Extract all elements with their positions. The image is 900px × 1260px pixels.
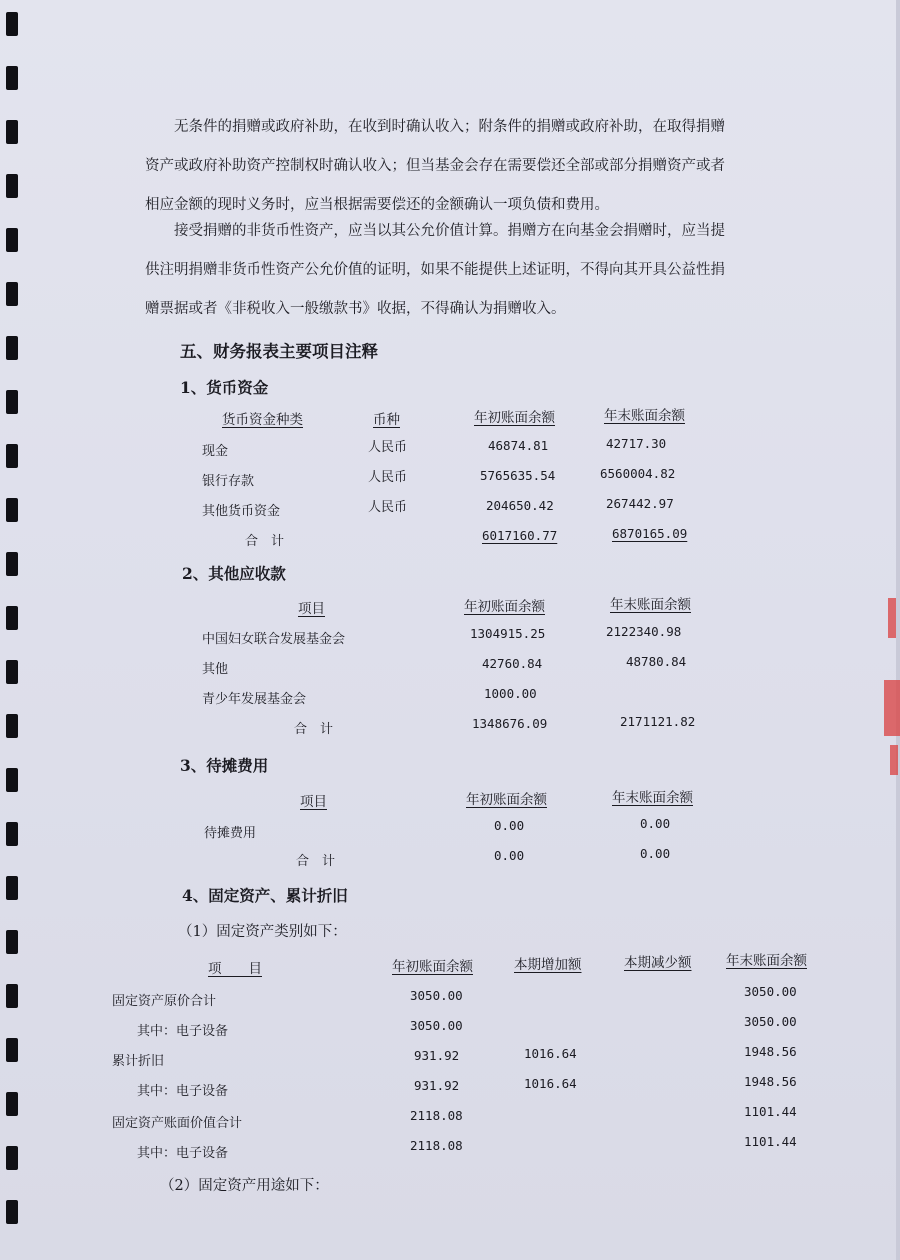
cash-header-currency: 币种: [373, 412, 400, 428]
fixed-assets-title: 4、固定资产、累计折旧: [182, 886, 348, 905]
fa-row-increase: 1016.64: [524, 1046, 577, 1061]
binding-holes: [6, 0, 22, 1260]
cash-row-name: 现金: [202, 444, 229, 459]
prepaid-row-begin: 0.00: [494, 818, 525, 833]
receivables-total-end: 2171121.82: [620, 714, 696, 729]
fa-row-begin: 931.92: [414, 1078, 460, 1093]
text-line: 相应金额的现时义务时，应当根据需要偿还的金额确认一项负债和费用。: [145, 197, 609, 213]
text-line: 接受捐赠的非货币性资产，应当以其公允价值计算。捐赠方在向基金会捐赠时，应当提: [145, 223, 725, 239]
fa-header-item: 项 目: [208, 961, 262, 977]
prepaid-total-begin: 0.00: [494, 848, 525, 863]
receivables-row-begin: 1304915.25: [470, 626, 546, 641]
fa-row-begin: 2118.08: [410, 1138, 463, 1153]
receivables-title: 2、其他应收款: [182, 564, 286, 583]
receivables-total-label: 合 计: [294, 722, 334, 737]
cash-title: 1、货币资金: [180, 378, 269, 397]
cash-row-name: 银行存款: [202, 474, 255, 489]
page-edge: [896, 0, 900, 1260]
cash-row-currency: 人民币: [368, 440, 408, 455]
receivables-row-name: 其他: [202, 662, 229, 677]
cash-total-begin: 6017160.77: [482, 528, 558, 543]
receivables-row-name: 青少年发展基金会: [202, 692, 307, 707]
fa-row-end: 1948.56: [744, 1074, 797, 1089]
receivables-row-begin: 42760.84: [482, 656, 543, 671]
prepaid-total-label: 合 计: [296, 854, 336, 869]
text-line: 资产或政府补助资产控制权时确认收入；但当基金会存在需要偿还全部或部分捐赠资产或者: [145, 158, 725, 174]
fa-row-end: 1101.44: [744, 1104, 797, 1119]
cash-header-end: 年末账面余额: [604, 408, 685, 424]
cash-row-end: 42717.30: [606, 436, 667, 451]
seal-bleed-mark-2: [884, 680, 900, 736]
fa-row-name: 固定资产账面价值合计: [112, 1116, 243, 1131]
fa-header-begin: 年初账面余额: [392, 959, 473, 975]
prepaid-row-name: 待摊费用: [204, 826, 257, 841]
cash-total-label: 合 计: [245, 534, 285, 549]
cash-row-begin: 204650.42: [486, 498, 554, 513]
cash-row-name: 其他货币资金: [202, 504, 281, 519]
receivables-row-begin: 1000.00: [484, 686, 537, 701]
fixed-assets-sub2: （2）固定资产用途如下：: [160, 1178, 329, 1194]
cash-row-currency: 人民币: [368, 500, 408, 515]
seal-bleed-mark-3: [890, 745, 898, 775]
fa-row-end: 3050.00: [744, 1014, 797, 1029]
cash-header-type: 货币资金种类: [222, 412, 303, 428]
fa-row-name: 其中：电子设备: [124, 1024, 229, 1039]
paragraph-1: [145, 108, 785, 225]
receivables-header-begin: 年初账面余额: [464, 599, 545, 615]
cash-row-begin: 46874.81: [488, 438, 549, 453]
cash-row-end: 267442.97: [606, 496, 674, 511]
fa-row-end: 1101.44: [744, 1134, 797, 1149]
fa-row-begin: 3050.00: [410, 988, 463, 1003]
receivables-header-end: 年末账面余额: [610, 597, 691, 613]
fa-row-end: 1948.56: [744, 1044, 797, 1059]
receivables-row-name: 中国妇女联合发展基金会: [202, 632, 346, 647]
fa-row-name: 其中：电子设备: [124, 1146, 229, 1161]
fa-row-end: 3050.00: [744, 984, 797, 999]
receivables-total-begin: 1348676.09: [472, 716, 548, 731]
receivables-row-end: 2122340.98: [606, 624, 682, 639]
cash-row-end: 6560004.82: [600, 466, 676, 481]
fa-row-begin: 3050.00: [410, 1018, 463, 1033]
cash-row-begin: 5765635.54: [480, 468, 556, 483]
prepaid-header-begin: 年初账面余额: [466, 792, 547, 808]
fa-row-begin: 931.92: [414, 1048, 460, 1063]
receivables-row-end: 48780.84: [626, 654, 687, 669]
fixed-assets-sub1: （1）固定资产类别如下：: [178, 924, 347, 940]
cash-row-currency: 人民币: [368, 470, 408, 485]
prepaid-total-end: 0.00: [640, 846, 671, 861]
paragraph-2: [145, 212, 785, 329]
text-line: 赠票据或者《非税收入一般缴款书》收据，不得确认为捐赠收入。: [145, 301, 566, 317]
seal-bleed-mark: [888, 598, 896, 638]
fa-row-name: 累计折旧: [112, 1054, 165, 1069]
fa-header-decrease: 本期减少额: [624, 955, 692, 971]
fa-row-begin: 2118.08: [410, 1108, 463, 1123]
prepaid-header-item: 项目: [300, 794, 327, 810]
fa-header-end: 年末账面余额: [726, 953, 807, 969]
prepaid-title: 3、待摊费用: [180, 756, 269, 775]
text-line: 无条件的捐赠或政府补助，在收到时确认收入；附条件的捐赠或政府补助，在取得捐赠: [145, 119, 725, 135]
fa-row-increase: 1016.64: [524, 1076, 577, 1091]
fa-row-name: 其中：电子设备: [124, 1084, 229, 1099]
cash-total-end: 6870165.09: [612, 526, 688, 541]
fa-header-increase: 本期增加额: [514, 957, 582, 973]
fa-row-name: 固定资产原价合计: [112, 994, 217, 1009]
section-title: 五、财务报表主要项目注释: [180, 342, 378, 361]
receivables-header-item: 项目: [298, 601, 325, 617]
prepaid-header-end: 年末账面余额: [612, 790, 693, 806]
text-line: 供注明捐赠非货币性资产公允价值的证明，如果不能提供上述证明，不得向其开具公益性捐: [145, 262, 725, 278]
cash-header-begin: 年初账面余额: [474, 410, 555, 426]
prepaid-row-end: 0.00: [640, 816, 671, 831]
